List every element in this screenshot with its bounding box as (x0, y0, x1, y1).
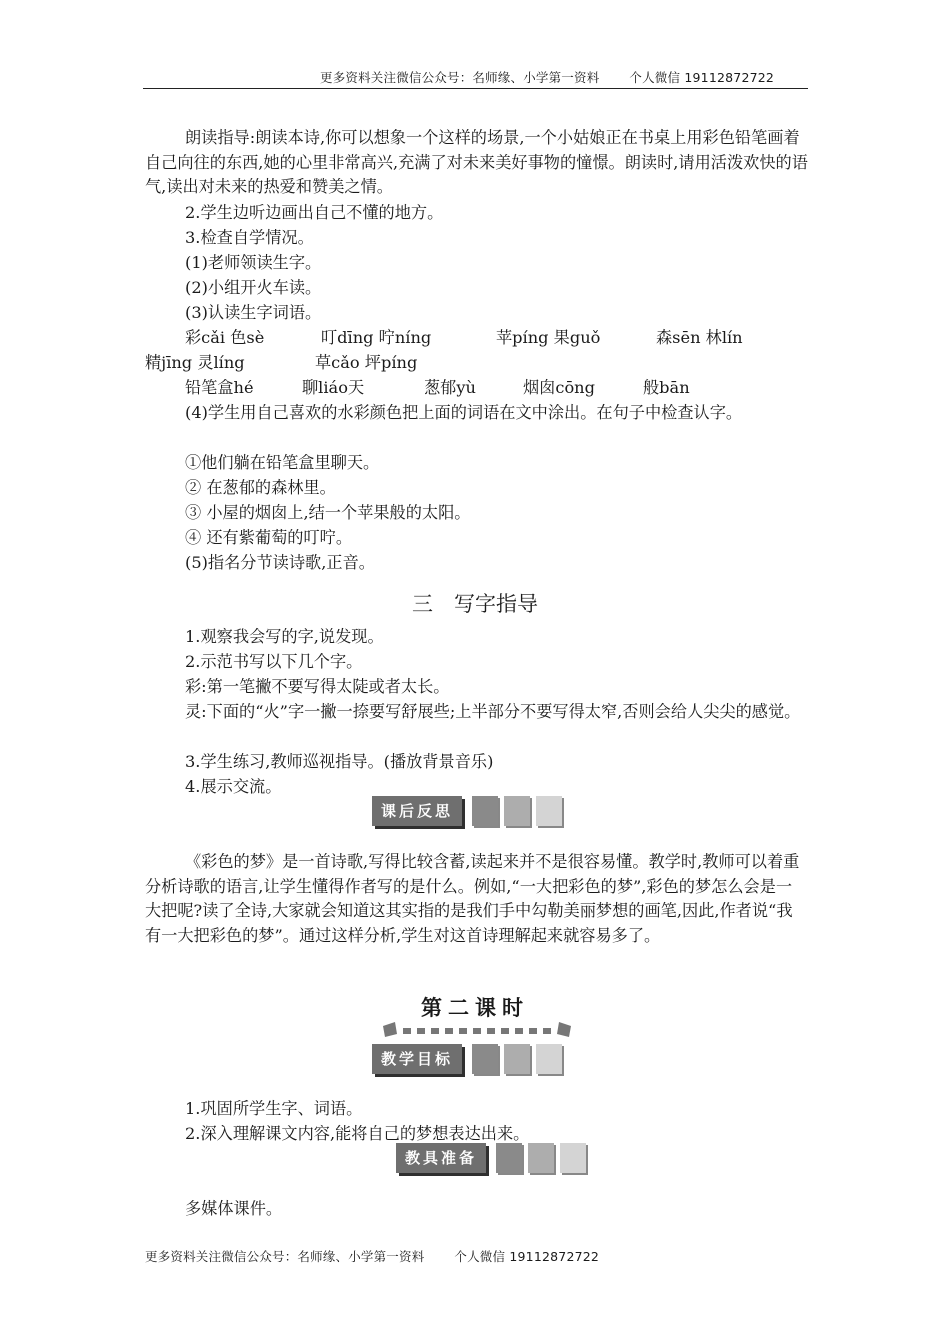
footer-contact: 个人微信 19112872722 (454, 1249, 600, 1264)
banner-square (496, 1143, 522, 1173)
header-rule (143, 88, 808, 89)
banner-label: 课后反思 (372, 796, 462, 826)
check-sentence-4: ④ 还有紫葡萄的叮咛。 (185, 528, 353, 547)
pinyin-word: 精jīng 灵líng (145, 353, 245, 372)
goal-1: 1.巩固所学生字、词语。 (185, 1099, 363, 1118)
char-note-ling: 灵:下面的“火”字一撇一捺要写舒展些;上半部分不要写得太窄,否则会给人尖尖的感觉。 (185, 702, 801, 721)
banner-square (536, 1044, 562, 1074)
reflection-text: 《彩色的梦》是一首诗歌,写得比较含蓄,读起来并不是很容易懂。教学时,教师可以着重分析诗歌的语言,让学生懂得作者写的是什么。例如,“一大把彩色的梦”,彩色的梦怎么会是一大把呢?读了全诗,大家就会知道这其实指的是我们手中勾勒美丽梦想的画笔,因此,作者说“我有一大把彩色的梦”。通过这样分析,学生对这首诗理解起来就容易多了。 (145, 852, 800, 945)
banner-square (528, 1143, 554, 1173)
goals-banner (372, 1044, 562, 1074)
char-note-cai: 彩:第一笔撇不要写得太陡或者太长。 (185, 677, 450, 696)
banner-label: 教具准备 (396, 1143, 486, 1173)
sub-step-2: (2)小组开火车读。 (185, 278, 322, 297)
writing-step-4: 4.展示交流。 (185, 777, 282, 796)
banner-square (504, 796, 530, 826)
check-sentence-1: ①他们躺在铅笔盒里聊天。 (185, 453, 380, 472)
pinyin-row-3 (185, 376, 848, 401)
pinyin-word: 叮dīng 咛níng (321, 328, 432, 347)
writing-step-2: 2.示范书写以下几个字。 (185, 652, 363, 671)
writing-step-3: 3.学生练习,教师巡视指导。(播放背景音乐) (185, 752, 494, 771)
pinyin-word: 苹píng 果guǒ (496, 328, 601, 347)
sub-step-5: (5)指名分节读诗歌,正音。 (185, 553, 375, 572)
step-2: 2.学生边听边画出自己不懂的地方。 (185, 203, 444, 222)
lesson-title-ornament (383, 1020, 571, 1038)
pinyin-word: 森sēn 林lín (656, 328, 743, 347)
header-source: 更多资料关注微信公众号：名师缘、小学第一资料 (320, 70, 600, 85)
banner-square (536, 796, 562, 826)
page-footer (145, 1247, 599, 1265)
check-sentence-2: ② 在葱郁的森林里。 (185, 478, 336, 497)
header-contact: 个人微信 19112872722 (629, 70, 775, 85)
step-3: 3.检查自学情况。 (185, 228, 314, 247)
sub-step-1: (1)老师领读生字。 (185, 253, 322, 272)
pinyin-word: 彩cǎi 色sè (185, 328, 265, 347)
section-title: 三 写字指导 (412, 592, 538, 616)
pinyin-word: 烟囱cōng (523, 378, 595, 397)
sub-step-4: (4)学生用自己喜欢的水彩颜色把上面的词语在文中涂出。在句子中检查认字。 (185, 403, 743, 422)
pinyin-row-1 (185, 326, 848, 351)
sub-step-3: (3)认读生字词语。 (185, 303, 322, 322)
reading-guide: 朗读指导:朗读本诗,你可以想象一个这样的场景,一个小姑娘正在书桌上用彩色铅笔画着自己向往的东西,她的心里非常高兴,充满了对未来美好事物的憧憬。朗读时,请用活泼欢快的语气,读出对未来的热爱和赞美之情。 (145, 128, 808, 196)
lesson-title: 第二课时 (421, 996, 529, 1020)
banner-label: 教学目标 (372, 1044, 462, 1074)
pinyin-word: 草cǎo 坪píng (315, 353, 418, 372)
check-sentence-3: ③ 小屋的烟囱上,结一个苹果般的太阳。 (185, 503, 471, 522)
tools-text: 多媒体课件。 (185, 1199, 283, 1218)
pinyin-word: 聊liáo天 (302, 378, 365, 397)
goal-2: 2.深入理解课文内容,能将自己的梦想表达出来。 (185, 1124, 530, 1143)
banner-square (560, 1143, 586, 1173)
pinyin-word: 铅笔盒hé (185, 378, 254, 397)
writing-step-1: 1.观察我会写的字,说发现。 (185, 627, 384, 646)
pinyin-row-2 (145, 351, 808, 376)
banner-square (504, 1044, 530, 1074)
page-header (320, 68, 774, 86)
reflection-banner (372, 796, 562, 826)
pinyin-word: 般bān (643, 378, 690, 397)
pinyin-word: 葱郁yù (424, 378, 476, 397)
banner-square (472, 796, 498, 826)
banner-square (472, 1044, 498, 1074)
footer-source: 更多资料关注微信公众号：名师缘、小学第一资料 (145, 1249, 425, 1264)
tools-banner (396, 1143, 586, 1173)
